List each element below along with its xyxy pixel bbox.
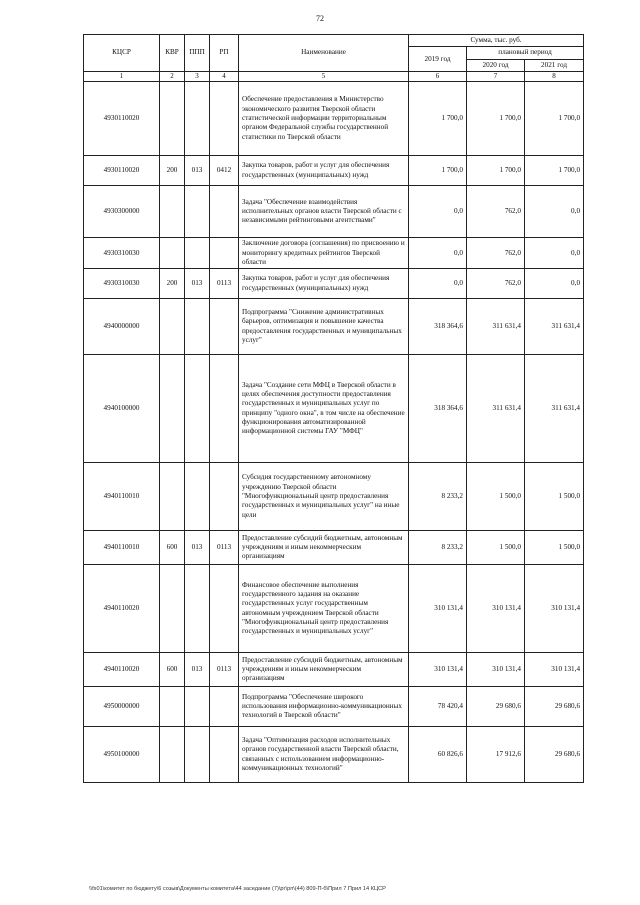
header-sum: Сумма, тыс. руб. [409, 35, 584, 47]
kcsr-cell: 4930310030 [84, 238, 160, 269]
value-2019-cell: 0,0 [409, 269, 467, 299]
value-2019-cell: 318 364,6 [409, 299, 467, 355]
table-row [84, 82, 584, 156]
value-2021-cell: 310 131,4 [525, 565, 584, 653]
name-cell: Закупка товаров, работ и услуг для обеспечения государственных (муниципальных) нужд [239, 269, 409, 299]
value-2021-cell: 1 500,0 [525, 531, 584, 565]
header-planned-period: плановый период [467, 47, 584, 59]
table-row [84, 156, 584, 186]
value-2021-cell: 29 680,6 [525, 687, 584, 727]
value-2019-cell: 310 131,4 [409, 565, 467, 653]
table-row [84, 687, 584, 727]
value-2021-cell: 0,0 [525, 269, 584, 299]
table-row [84, 463, 584, 531]
table-row [84, 238, 584, 269]
kcsr-cell: 4930110020 [84, 156, 160, 186]
ppp-cell: 013 [185, 156, 210, 186]
value-2019-cell: 0,0 [409, 238, 467, 269]
column-number: 3 [185, 72, 210, 82]
value-2020-cell: 17 912,6 [467, 727, 525, 783]
value-2021-cell: 1 700,0 [525, 156, 584, 186]
table-row [84, 531, 584, 565]
value-2019-cell: 318 364,6 [409, 355, 467, 463]
kcsr-cell: 4940110010 [84, 463, 160, 531]
value-2021-cell: 0,0 [525, 238, 584, 269]
table-row [84, 269, 584, 299]
ppp-cell [185, 565, 210, 653]
ppp-cell [185, 727, 210, 783]
value-2021-cell: 311 631,4 [525, 355, 584, 463]
header-2019: 2019 год [409, 47, 467, 72]
rp-cell [210, 565, 239, 653]
rp-cell [210, 299, 239, 355]
ppp-cell [185, 299, 210, 355]
ppp-cell [185, 687, 210, 727]
value-2020-cell: 762,0 [467, 269, 525, 299]
ppp-cell [185, 238, 210, 269]
table-row [84, 355, 584, 463]
kvr-cell [160, 299, 185, 355]
name-cell: Заключение договора (соглашения) по присвоению и мониторингу кредитных рейтингов Тверской области [239, 238, 409, 269]
column-number: 7 [467, 72, 525, 82]
rp-cell [210, 82, 239, 156]
kvr-cell [160, 727, 185, 783]
header-2021: 2021 год [525, 59, 584, 71]
value-2019-cell: 60 826,6 [409, 727, 467, 783]
rp-cell: 0412 [210, 156, 239, 186]
value-2020-cell: 1 700,0 [467, 82, 525, 156]
ppp-cell: 013 [185, 531, 210, 565]
kvr-cell: 200 [160, 156, 185, 186]
column-number: 8 [525, 72, 584, 82]
kvr-cell [160, 463, 185, 531]
kvr-cell: 600 [160, 653, 185, 687]
kvr-cell [160, 687, 185, 727]
kcsr-cell: 4950100000 [84, 727, 160, 783]
value-2021-cell: 310 131,4 [525, 653, 584, 687]
rp-cell [210, 687, 239, 727]
value-2020-cell: 1 500,0 [467, 531, 525, 565]
kvr-cell: 200 [160, 269, 185, 299]
value-2019-cell: 1 700,0 [409, 82, 467, 156]
name-cell: Задача "Обеспечение взаимодействия исполнительных органов власти Тверской области с независимыми рейтинговыми агентствами" [239, 186, 409, 238]
kcsr-cell: 4930310030 [84, 269, 160, 299]
name-cell: Субсидия государственному автономному учреждению Тверской области "Многофункциональный центр предоставления государственных и муниципальных услуг" на иные цели [239, 463, 409, 531]
kcsr-cell: 4940110020 [84, 653, 160, 687]
page-number: 72 [316, 14, 324, 23]
table-row [84, 186, 584, 238]
column-number: 4 [210, 72, 239, 82]
kcsr-cell: 4940110010 [84, 531, 160, 565]
name-cell: Задача "Оптимизация расходов исполнительных органов государственной власти Тверской области, связанных с использованием информационно-коммуникационных технологий" [239, 727, 409, 783]
value-2021-cell: 0,0 [525, 186, 584, 238]
table-row [84, 299, 584, 355]
kvr-cell [160, 238, 185, 269]
header-rp: РП [210, 35, 239, 72]
column-number: 6 [409, 72, 467, 82]
kcsr-cell: 4940100000 [84, 355, 160, 463]
name-cell: Подпрограмма "Обеспечение широкого использования информационно-коммуникационных технологий в Тверской области" [239, 687, 409, 727]
name-cell: Подпрограмма "Снижение административных барьеров, оптимизация и повышение качества предоставления государственных и муниципальных услуг" [239, 299, 409, 355]
value-2020-cell: 311 631,4 [467, 355, 525, 463]
kvr-cell [160, 186, 185, 238]
header-2020: 2020 год [467, 59, 525, 71]
value-2020-cell: 310 131,4 [467, 653, 525, 687]
ppp-cell [185, 186, 210, 238]
value-2019-cell: 1 700,0 [409, 156, 467, 186]
rp-cell: 0113 [210, 653, 239, 687]
ppp-cell [185, 82, 210, 156]
table-row [84, 653, 584, 687]
name-cell: Обеспечение предоставления в Министерство экономического развития Тверской области статистической информации территориальным органом Федеральной службы государственной статистики по Тверской области [239, 82, 409, 156]
value-2020-cell: 1 500,0 [467, 463, 525, 531]
value-2021-cell: 1 700,0 [525, 82, 584, 156]
value-2020-cell: 1 700,0 [467, 156, 525, 186]
column-number: 1 [84, 72, 160, 82]
header-ppp: ППП [185, 35, 210, 72]
name-cell: Задача "Создание сети МФЦ в Тверской области в целях обеспечения доступности предоставления государственных и муниципальных услуг по принципу "одного окна", в том числе на обеспечение функционирования автоматизированной информационной системы ГАУ "МФЦ" [239, 355, 409, 463]
budget-table [83, 34, 584, 783]
rp-cell: 0113 [210, 269, 239, 299]
value-2019-cell: 0,0 [409, 186, 467, 238]
table-row [84, 727, 584, 783]
column-number: 2 [160, 72, 185, 82]
rp-cell [210, 186, 239, 238]
footer-file-path: \\fs01\комитет по бюджету\6 созыв\Документы комитета\44 заседание (7)\рг\рп\(44) 809-П-б\Прил 7 Прил 14 КЦСР [89, 886, 386, 892]
value-2020-cell: 762,0 [467, 186, 525, 238]
value-2020-cell: 310 131,4 [467, 565, 525, 653]
kvr-cell [160, 565, 185, 653]
kcsr-cell: 4930110020 [84, 82, 160, 156]
kcsr-cell: 4940000000 [84, 299, 160, 355]
rp-cell [210, 355, 239, 463]
kvr-cell [160, 82, 185, 156]
value-2019-cell: 8 233,2 [409, 463, 467, 531]
table-row [84, 565, 584, 653]
ppp-cell [185, 355, 210, 463]
kvr-cell: 600 [160, 531, 185, 565]
value-2019-cell: 310 131,4 [409, 653, 467, 687]
header-name: Наименование [239, 35, 409, 72]
kcsr-cell: 4940110020 [84, 565, 160, 653]
table-body [84, 82, 584, 783]
kvr-cell [160, 355, 185, 463]
ppp-cell: 013 [185, 269, 210, 299]
rp-cell [210, 727, 239, 783]
header-kvr: КВР [160, 35, 185, 72]
header-kcsr: КЦСР [84, 35, 160, 72]
column-number: 5 [239, 72, 409, 82]
rp-cell: 0113 [210, 531, 239, 565]
kcsr-cell: 4950000000 [84, 687, 160, 727]
rp-cell [210, 463, 239, 531]
value-2020-cell: 29 680,6 [467, 687, 525, 727]
value-2021-cell: 29 680,6 [525, 727, 584, 783]
value-2019-cell: 78 420,4 [409, 687, 467, 727]
name-cell: Финансовое обеспечение выполнения государственного задания на оказание государственных услуг государственным автономным учреждением Тверской области "Многофункциональный центр предоставления государственных и муниципальных услуг" [239, 565, 409, 653]
rp-cell [210, 238, 239, 269]
name-cell: Закупка товаров, работ и услуг для обеспечения государственных (муниципальных) нужд [239, 156, 409, 186]
value-2019-cell: 8 233,2 [409, 531, 467, 565]
value-2021-cell: 1 500,0 [525, 463, 584, 531]
value-2021-cell: 311 631,4 [525, 299, 584, 355]
ppp-cell [185, 463, 210, 531]
column-number-row [84, 72, 584, 82]
value-2020-cell: 311 631,4 [467, 299, 525, 355]
kcsr-cell: 4930300000 [84, 186, 160, 238]
name-cell: Предоставление субсидий бюджетным, автономным учреждениям и иным некоммерческим организациям [239, 531, 409, 565]
ppp-cell: 013 [185, 653, 210, 687]
name-cell: Предоставление субсидий бюджетным, автономным учреждениям и иным некоммерческим организациям [239, 653, 409, 687]
value-2020-cell: 762,0 [467, 238, 525, 269]
